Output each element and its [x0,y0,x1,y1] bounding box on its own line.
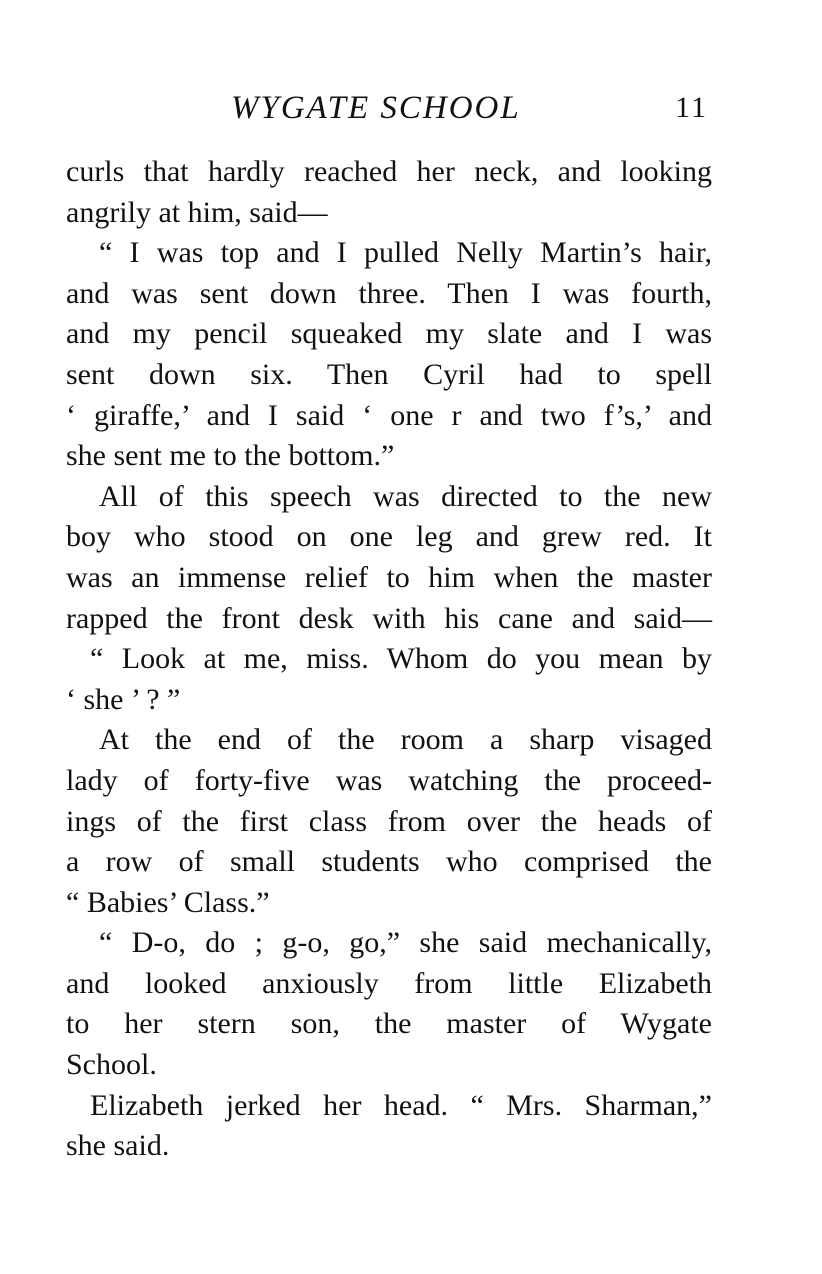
text-line: lady of forty-five was watching the proceed- [66,763,712,797]
text-line: was an immense relief to him when the master [66,560,712,594]
text-line: rapped the front desk with his cane and said— [66,601,712,635]
text-line: she sent me to the bottom.” [66,439,395,473]
text-line: ings of the first class from over the heads of [66,804,712,838]
text-line: “ D-o, do ; g-o, go,” she said mechanically, [99,926,712,960]
text-line: and my pencil squeaked my slate and I was [66,317,712,351]
text-line: Elizabeth jerked her head. “ Mrs. Sharman,” [90,1088,712,1122]
text-line: At the end of the room a sharp visaged [99,723,712,757]
text-line: boy who stood on one leg and grew red. It [66,520,712,554]
text-line: All of this speech was directed to the new [99,479,712,513]
text-line: a row of small students who comprised the [66,845,712,879]
text-line: sent down six. Then Cyril had to spell [66,357,712,391]
text-line: “ I was top and I pulled Nelly Martin’s hair, [99,236,712,270]
text-line: ‘ giraffe,’ and I said ‘ one r and two f’s,’ and [66,398,712,432]
text-line: curls that hardly reached her neck, and looking [66,155,712,188]
body-text [66,152,712,1167]
text-line: “ Look at me, miss. Whom do you mean by [90,642,712,676]
text-line: she said. [66,1129,170,1163]
text-line: and was sent down three. Then I was fourth, [66,276,712,310]
text-line: to her stern son, the master of Wygate [66,1007,712,1041]
running-head [66,86,712,130]
text-line: and looked anxiously from little Elizabeth [66,966,712,1000]
text-line: ‘ she ’ ? ” [66,682,181,716]
text-line: angrily at him, said— [66,195,328,229]
text-line: “ Babies’ Class.” [66,885,270,919]
text-line: School. [66,1048,157,1082]
page-number: 11 [675,91,708,124]
running-title: WYGATE SCHOOL [231,90,521,126]
